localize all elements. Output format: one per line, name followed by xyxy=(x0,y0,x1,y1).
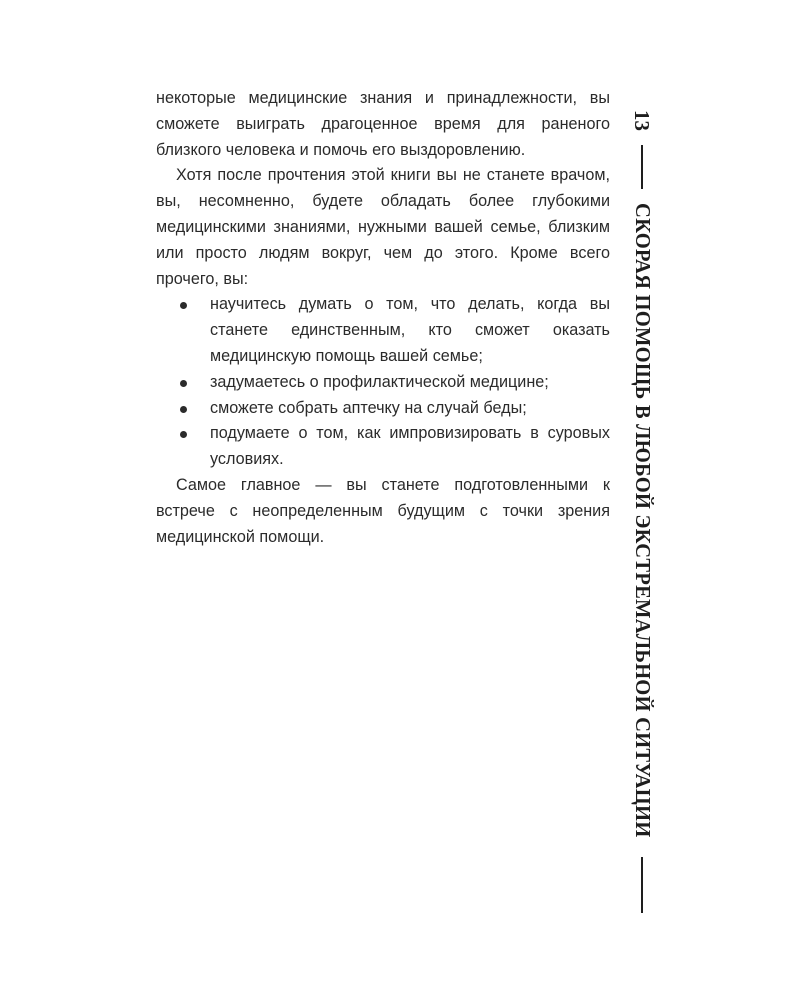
bullet-icon xyxy=(180,431,187,438)
bullet-icon xyxy=(180,380,187,387)
paragraph-intro: некоторые медицинские знания и принадлежности, вы сможете выиграть драгоценное время для раненого близкого человека и помочь его выздоровлению. xyxy=(156,89,610,159)
list-item-text: подумаете о том, как импровизировать в суровых условиях. xyxy=(210,424,610,469)
list-item-text: задумаетесь о профилактической медицине; xyxy=(210,372,549,391)
list-item xyxy=(156,292,610,369)
divider-rule xyxy=(641,857,643,913)
list-item xyxy=(156,396,610,422)
page-body xyxy=(156,86,610,550)
book-title: СКОРАЯ ПОМОЩЬ В ЛЮБОЙ ЭКСТРЕМАЛЬНОЙ СИТУАЦИИ xyxy=(631,203,654,838)
bullet-icon xyxy=(180,406,187,413)
list-item xyxy=(156,421,610,473)
list-item xyxy=(156,370,610,396)
paragraph-after-reading: Хотя после прочтения этой книги вы не станете врачом, вы, несомненно, будете обладать более глубокими медицинскими знаниями, нужными вашей семье, близким или просто людям вокруг, чем до этого. Кроме всего прочего, вы: xyxy=(156,166,610,288)
divider-rule xyxy=(641,145,643,189)
bullet-icon xyxy=(180,302,187,309)
paragraph-conclusion: Самое главное — вы станете подготовленными к встрече с неопределенным будущим с точки зрения медицинской помощи. xyxy=(156,475,610,546)
list-item-text: сможете собрать аптечку на случай беды; xyxy=(210,398,527,417)
page-number: 13 xyxy=(630,110,655,131)
running-head xyxy=(622,108,662,916)
list-item-text: научитесь думать о том, что делать, когда вы станете единственным, кто сможет оказать медицинскую помощь вашей семье; xyxy=(210,295,610,365)
bullet-list xyxy=(156,292,610,473)
